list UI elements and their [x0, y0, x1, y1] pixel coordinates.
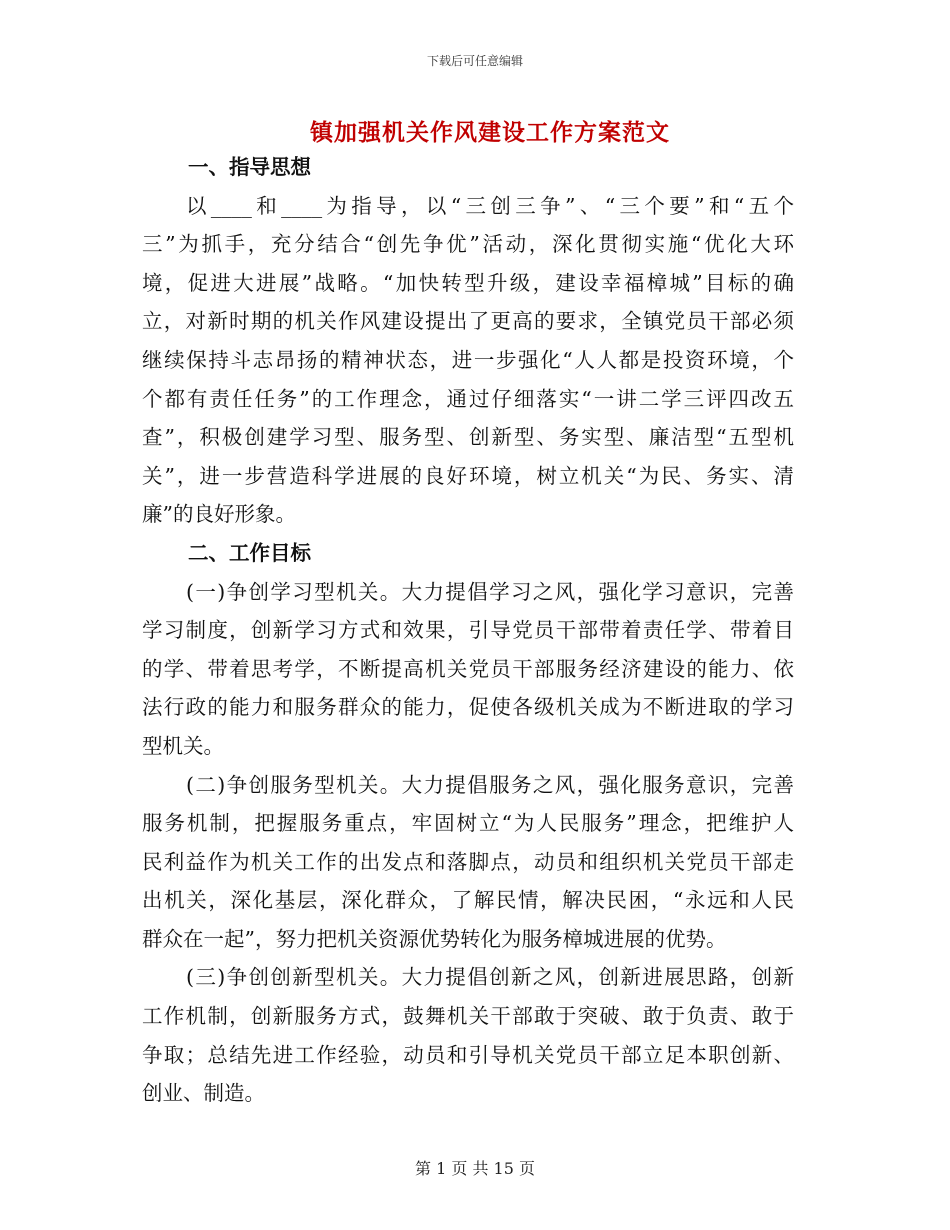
paragraph-learning-organ — [142, 573, 794, 766]
paragraph-line: 以____和____为指导，以“三创三争”、“三个要”和“五个 — [186, 193, 794, 218]
document-title: 镇加强机关作风建设工作方案范文 — [310, 119, 670, 146]
section-heading-guiding-ideology: 一、指导思想 — [188, 155, 311, 179]
paragraph-line: 民利益作为机关工作的出发点和落脚点，动员和组织机关党员干部走 — [142, 849, 794, 874]
paragraph-line: 继续保持斗志昂扬的精神状态，进一步强化“人人都是投资环境，个 — [142, 347, 794, 372]
paragraph-line: 立，对新时期的机关作风建设提出了更高的要求，全镇党员干部必须 — [142, 309, 794, 334]
paragraph-line: 的学、带着思考学，不断提高机关党员干部服务经济建设的能力、依 — [142, 656, 794, 681]
paragraph-line: 廉”的良好形象。 — [142, 502, 296, 527]
paragraph-line: 境，促进大进展”战略。“加快转型升级，建设幸福樟城”目标的确 — [142, 270, 794, 295]
paragraph-line: 服务机制，把握服务重点，牢固树立“为人民服务”理念，把维护人 — [142, 811, 794, 836]
paragraph-line: 三”为抓手，充分结合“创先争优”活动，深化贯彻实施“优化大环 — [142, 232, 794, 257]
paragraph-line: 出机关，深化基层，深化群众，了解民情，解决民困，“永远和人民 — [142, 888, 794, 913]
paragraph-line: (一)争创学习型机关。大力提倡学习之风，强化学习意识，完善 — [186, 579, 794, 604]
paragraph-line: 学习制度，创新学习方式和效果，引导党员干部带着责任学、带着目 — [142, 618, 794, 643]
paragraph-service-organ — [142, 766, 794, 959]
document-body — [142, 148, 794, 1113]
paragraph-line: 查”，积极创建学习型、服务型、创新型、务实型、廉洁型“五型机 — [142, 425, 794, 450]
header-note: 下载后可任意编辑 — [426, 54, 523, 68]
paragraph-line: 创业、制造。 — [142, 1081, 265, 1106]
paragraph-line: 个都有责任任务”的工作理念，通过仔细落实“一讲二学三评四改五 — [142, 386, 794, 411]
paragraph-guiding-ideology — [142, 187, 794, 534]
paragraph-innovative-organ — [142, 958, 794, 1112]
paragraph-line: 群众在一起”，努力把机关资源优势转化为服务樟城进展的优势。 — [142, 926, 727, 951]
paragraph-line: (三)争创创新型机关。大力提倡创新之风，创新进展思路，创新 — [186, 965, 794, 990]
paragraph-line: 型机关。 — [142, 733, 224, 758]
paragraph-line: 争取；总结先进工作经验，动员和引导机关党员干部立足本职创新、 — [142, 1042, 794, 1067]
paragraph-line: 工作机制，创新服务方式，鼓舞机关干部敢于突破、敢于负责、敢于 — [142, 1004, 794, 1029]
paragraph-line: 法行政的能力和服务群众的能力，促使各级机关成为不断进取的学习 — [142, 695, 794, 720]
section-heading-work-goals: 二、工作目标 — [188, 540, 311, 565]
paragraph-line: (二)争创服务型机关。大力提倡服务之风，强化服务意识，完善 — [186, 772, 794, 797]
paragraph-line: 关”，进一步营造科学进展的良好环境，树立机关“为民、务实、清 — [142, 463, 794, 488]
page-number: 第 1 页 共 15 页 — [415, 1159, 535, 1178]
